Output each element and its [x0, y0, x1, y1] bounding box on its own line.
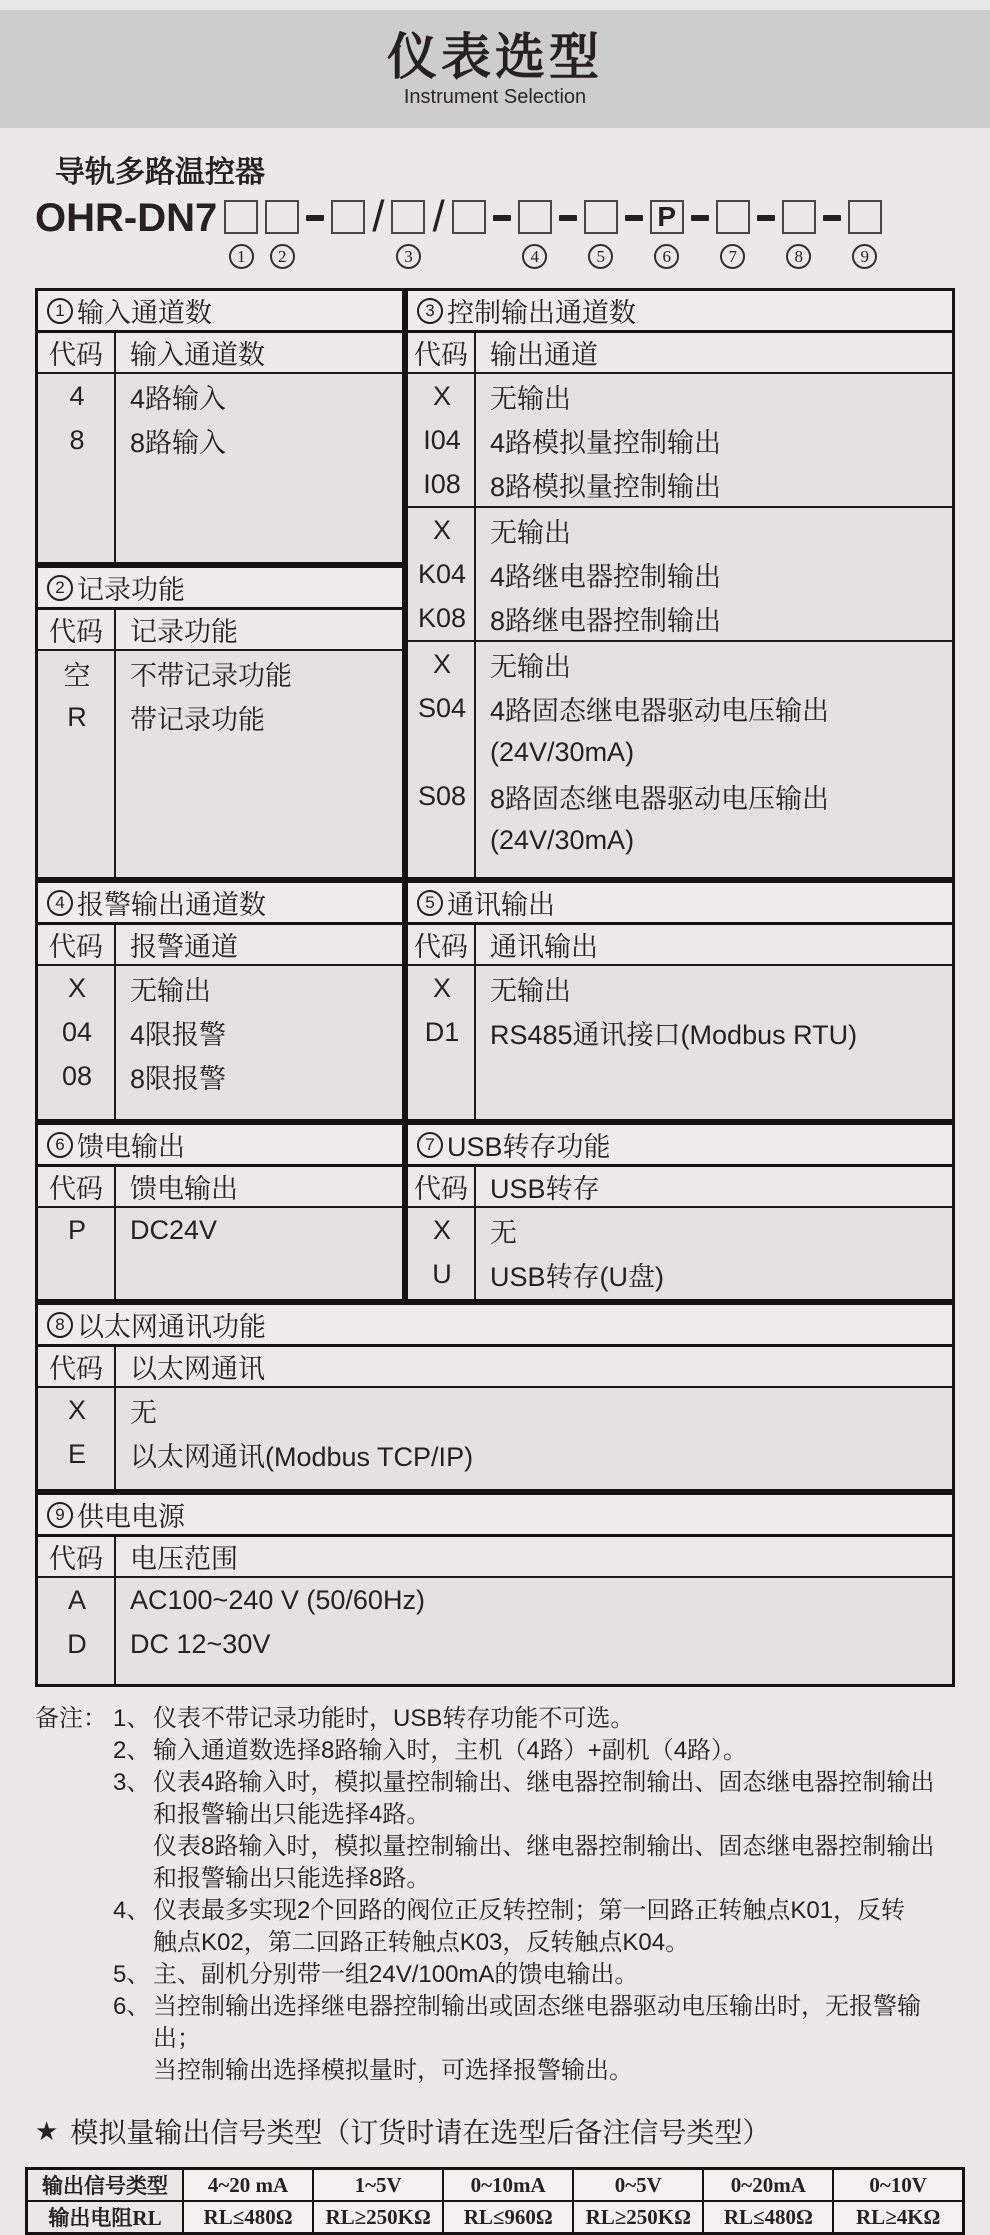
dash-separator: [559, 215, 577, 221]
desc-cell: 无输出: [490, 651, 571, 682]
section-record-function: [35, 565, 405, 880]
desc-header-cell: 通讯输出: [490, 932, 598, 962]
title-band: [0, 10, 990, 128]
desc-cell: 8路固态继电器驱动电压输出: [490, 783, 830, 814]
code-header-cell: 代码: [38, 1537, 116, 1576]
table-row: [408, 418, 952, 462]
circled-number: 7: [720, 244, 745, 269]
table-row: [38, 651, 402, 695]
value-cell: RL≥250KΩ: [573, 2201, 703, 2234]
value-cell: 0~10V: [833, 2169, 963, 2202]
desc-cell: 4路输入: [130, 383, 227, 414]
right-column: [405, 880, 955, 1122]
analog-signal-heading-text: 模拟量输出信号类型（订货时请在选型后备注信号类型）: [70, 2117, 771, 2148]
section-title-text: 以太网通讯功能: [77, 1312, 266, 1342]
table-band-4: [35, 1302, 955, 1492]
note-lines: [153, 1959, 955, 1991]
note-lines: [153, 1735, 955, 1767]
note-line: 输入通道数选择8路输入时，主机（4路）+副机（4路）。: [153, 1737, 748, 1764]
table-row: [408, 1252, 952, 1296]
table-row: [38, 1388, 952, 1432]
section-title: [38, 1495, 952, 1537]
table-body: [38, 1578, 952, 1684]
table-row: [408, 596, 952, 640]
table-header-row: [38, 1167, 402, 1208]
table-header-row: [38, 610, 402, 651]
page-subtitle: Instrument Selection: [403, 85, 587, 108]
note-line: 主、副机分别带一组24V/100mA的馈电输出。: [153, 1961, 639, 1988]
note-line: 仪表不带记录功能时，USB转存功能不可选。: [153, 1705, 635, 1732]
note-line: 触点K02，第二回路正转触点K03，反转触点K04。: [153, 1929, 690, 1956]
code-cell: I04: [423, 424, 461, 455]
signal-table-body: [27, 2169, 964, 2234]
note-item: [113, 1735, 955, 1767]
note-number: 5、: [113, 1961, 151, 1988]
note-lines: [153, 1703, 955, 1735]
note-number: 2、: [113, 1737, 151, 1764]
table-row: [38, 418, 402, 462]
note-item: [113, 1767, 955, 1895]
table-row: [38, 1578, 952, 1622]
code-header-cell: 代码: [38, 925, 116, 964]
section-communication-output: [405, 880, 955, 1122]
desc-cell: 8路模拟量控制输出: [490, 471, 722, 502]
model-code-box: [518, 200, 552, 234]
table-header-row: [408, 925, 952, 966]
model-code-box: [716, 200, 750, 234]
signal-type-row: [27, 2169, 964, 2202]
desc-cell: 4路继电器控制输出: [490, 561, 722, 592]
table-header-row: [408, 1167, 952, 1208]
notes: [35, 1703, 955, 2087]
dash-separator: [757, 215, 775, 221]
desc-cell: 4限报警: [130, 1019, 227, 1050]
row-group: [38, 1388, 952, 1476]
left-column: [35, 288, 405, 880]
table-body: [38, 966, 402, 1119]
note-item: [113, 1959, 955, 1991]
code-cell: U: [432, 1258, 452, 1289]
code-cell: X: [432, 1214, 451, 1245]
section-title-text: 供电电源: [77, 1502, 185, 1532]
section-ethernet-communication: [35, 1302, 955, 1492]
right-column: [405, 288, 955, 880]
note-line: 仪表最多实现2个回路的阀位正反转控制；第一回路正转触点K01，反转: [153, 1897, 906, 1924]
model-code-box: [224, 200, 258, 234]
note-number: 4、: [113, 1897, 151, 1924]
circled-number: 6: [47, 1132, 73, 1158]
circled-number: 4: [522, 244, 547, 269]
note-number: 1、: [113, 1705, 151, 1732]
section-title: [38, 1305, 952, 1347]
model-box-unit: [391, 200, 425, 269]
model-code-box: [331, 200, 365, 234]
section-title-text: 通讯输出: [447, 890, 555, 920]
section-title: [408, 1125, 952, 1167]
section-input-channels: [35, 288, 405, 565]
desc-cell: 无输出: [490, 975, 571, 1006]
note-lines: [153, 1991, 955, 2087]
note-lines: [153, 1895, 955, 1959]
desc-header-cell: 输入通道数: [130, 340, 265, 370]
row-label-cell: 输出信号类型: [27, 2169, 184, 2202]
desc-cell: 无输出: [490, 517, 571, 548]
model-box-unit: [452, 200, 486, 269]
value-cell: RL≥250KΩ: [313, 2201, 443, 2234]
value-cell: 4~20 mA: [183, 2169, 313, 2202]
table-body: [408, 374, 952, 877]
desc-cell: 无输出: [130, 975, 211, 1006]
page-title: 仪表选型: [387, 28, 603, 85]
section-title-text: 馈电输出: [77, 1132, 185, 1162]
model-box-unit: [265, 200, 299, 269]
note-line: 和报警输出只能选择8路。: [153, 1865, 431, 1892]
table-header-row: [38, 925, 402, 966]
desc-cell: 无输出: [490, 383, 571, 414]
code-header-cell: 代码: [38, 333, 116, 372]
notes-list: [113, 1703, 955, 2087]
desc-cell: 无: [490, 1217, 517, 1248]
table-row: [408, 774, 952, 818]
section-title: [408, 883, 952, 925]
section-title: [38, 883, 402, 925]
circled-number: 3: [396, 244, 421, 269]
desc-header-cell: 以太网通讯: [130, 1354, 265, 1384]
table-row: [38, 1054, 402, 1098]
section-title-text: 报警输出通道数: [77, 890, 266, 920]
section-feed-power-output: [35, 1122, 405, 1302]
section-alarm-output-channels: [35, 880, 405, 1122]
dash-separator: [625, 215, 643, 221]
code-header-cell: 代码: [408, 1167, 476, 1206]
note-line: 仪表8路输入时，模拟量控制输出、继电器控制输出、固态继电器控制输出: [153, 1833, 935, 1860]
table-body: [38, 374, 402, 562]
code-cell: 8: [69, 424, 85, 455]
desc-cell: 8路继电器控制输出: [490, 605, 722, 636]
circled-number: 9: [852, 244, 877, 269]
row-group: [408, 640, 952, 862]
code-cell: A: [67, 1584, 86, 1615]
circled-number: 2: [270, 244, 295, 269]
content: [0, 154, 990, 2235]
model-code-box: [584, 200, 618, 234]
table-header-row: [38, 1347, 952, 1388]
table-row: [408, 1208, 952, 1252]
star-icon: ★: [35, 2115, 59, 2146]
section-control-output-channels: [405, 288, 955, 880]
table-header-row: [38, 333, 402, 374]
section-usb-transfer: [405, 1122, 955, 1302]
model-code-box: [452, 200, 486, 234]
note-number: 6、: [113, 1993, 151, 2020]
desc-header-cell: USB转存: [490, 1174, 600, 1204]
note-item: [113, 1703, 955, 1735]
value-cell: RL≤480Ω: [183, 2201, 313, 2234]
table-row: [408, 1010, 952, 1054]
table-band-3: [35, 1122, 955, 1302]
table-row: [38, 966, 402, 1010]
desc-cell: USB转存(U盘): [490, 1261, 664, 1292]
note-line: 当控制输出选择模拟量时，可选择报警输出。: [153, 2057, 633, 2084]
row-group: [408, 374, 952, 506]
note-lines: [153, 1767, 955, 1895]
table-row: [408, 462, 952, 506]
code-cell: [408, 730, 476, 774]
analog-signal-heading: [35, 2111, 955, 2151]
desc-header-cell: 记录功能: [130, 617, 238, 647]
code-cell: X: [432, 514, 451, 545]
table-body: [38, 1208, 402, 1299]
note-line: 和报警输出只能选择4路。: [153, 1801, 431, 1828]
table-row: [408, 508, 952, 552]
note-line: 当控制输出选择继电器控制输出或固态继电器驱动电压输出时，无报警输出；: [153, 1993, 921, 2052]
model-box-unit: [716, 200, 750, 269]
row-label-cell: 输出电阻RL: [27, 2201, 184, 2234]
code-header-cell: 代码: [408, 925, 476, 964]
table-band-1: [35, 288, 955, 880]
dash-separator: [493, 215, 511, 221]
desc-header-cell: 报警通道: [130, 932, 238, 962]
table-row: [408, 686, 952, 730]
model-box-unit: [584, 200, 618, 269]
table-row: [408, 730, 952, 774]
model-prefix: OHR-DN7: [35, 196, 218, 240]
value-cell: 0~20mA: [703, 2169, 833, 2202]
top-strip: [0, 0, 990, 10]
desc-cell: DC24V: [130, 1214, 218, 1245]
value-cell: 0~10mA: [443, 2169, 573, 2202]
dash-separator: [823, 215, 841, 221]
table-body: [408, 1208, 952, 1299]
section-title: [38, 1125, 402, 1167]
code-cell: 08: [61, 1060, 93, 1091]
circled-number: 5: [588, 244, 613, 269]
code-cell: X: [432, 380, 451, 411]
circled-number: 4: [47, 890, 73, 916]
notes-label: 备注：: [35, 1705, 107, 1732]
table-row: [408, 966, 952, 1010]
code-cell: 04: [61, 1016, 93, 1047]
slash-separator: /: [372, 192, 385, 241]
table-band-2: [35, 880, 955, 1122]
code-cell: X: [67, 972, 86, 1003]
code-cell: D1: [424, 1016, 460, 1047]
code-cell: K04: [417, 558, 467, 589]
section-title: [38, 291, 402, 333]
desc-cell: 8限报警: [130, 1063, 227, 1094]
model-box-unit: [848, 200, 882, 269]
desc-cell: 无: [130, 1397, 157, 1428]
code-cell: 4: [69, 380, 85, 411]
code-cell: R: [67, 701, 87, 732]
code-cell: K08: [417, 602, 467, 633]
note-number: 3、: [113, 1769, 151, 1796]
code-cell: X: [432, 648, 451, 679]
model-code-box: P: [650, 200, 684, 234]
model-box-unit: [650, 200, 684, 269]
slash-separator: /: [432, 192, 445, 241]
section-title-text: 记录功能: [77, 575, 185, 605]
circled-number: 2: [47, 575, 73, 601]
value-cell: 0~5V: [573, 2169, 703, 2202]
value-cell: RL≤480Ω: [703, 2201, 833, 2234]
table-header-row: [408, 333, 952, 374]
load-resistance-row: [27, 2201, 964, 2234]
code-cell: S08: [417, 780, 467, 811]
table-row: [38, 1622, 952, 1666]
circled-number: 5: [417, 890, 443, 916]
desc-cell: (24V/30mA): [490, 736, 635, 767]
desc-cell: 以太网通讯(Modbus TCP/IP): [130, 1441, 474, 1472]
circled-number: 9: [47, 1502, 73, 1528]
value-cell: 1~5V: [313, 2169, 443, 2202]
note-item: [113, 1991, 955, 2087]
model-box-unit: [224, 200, 258, 269]
table-row: [408, 374, 952, 418]
table-body: [408, 966, 952, 1119]
dash-separator: [306, 215, 324, 221]
circled-number: 7: [417, 1132, 443, 1158]
section-title: [38, 568, 402, 610]
value-cell: RL≤960Ω: [443, 2201, 573, 2234]
row-group: [38, 651, 402, 739]
table-row: [38, 374, 402, 418]
model-code-box: [391, 200, 425, 234]
desc-cell: 4路模拟量控制输出: [490, 427, 722, 458]
code-cell: I08: [423, 468, 461, 499]
table-body: [38, 651, 402, 877]
model-box-unit: [331, 200, 365, 269]
section-title-text: USB转存功能: [447, 1132, 611, 1162]
code-header-cell: 代码: [38, 1347, 116, 1386]
code-cell: E: [67, 1438, 86, 1469]
table-row: [38, 1208, 402, 1252]
desc-header-cell: 电压范围: [130, 1544, 238, 1574]
desc-header-cell: 馈电输出: [130, 1174, 238, 1204]
row-group: [408, 966, 952, 1054]
note-line: 仪表4路输入时，模拟量控制输出、继电器控制输出、固态继电器控制输出: [153, 1769, 935, 1796]
circled-number: 1: [229, 244, 254, 269]
code-header-cell: 代码: [408, 333, 476, 372]
code-cell: X: [67, 1394, 86, 1425]
table-row: [408, 642, 952, 686]
code-cell: D: [67, 1628, 87, 1659]
desc-cell: RS485通讯接口(Modbus RTU): [490, 1019, 858, 1050]
desc-cell: 带记录功能: [130, 704, 265, 735]
left-column: [35, 880, 405, 1122]
table-body: [38, 1388, 952, 1489]
code-header-cell: 代码: [38, 1167, 116, 1206]
desc-cell: 4路固态继电器驱动电压输出: [490, 695, 830, 726]
table-header-row: [38, 1537, 952, 1578]
desc-cell: 不带记录功能: [130, 660, 292, 691]
table-row: [38, 1432, 952, 1476]
value-cell: RL≥4KΩ: [833, 2201, 963, 2234]
table-row: [408, 818, 952, 862]
product-name: 导轨多路温控器: [55, 156, 265, 189]
circled-number: 3: [417, 298, 443, 324]
table-band-5: [35, 1492, 955, 1687]
model-code-box: [848, 200, 882, 234]
table-row: [408, 552, 952, 596]
code-cell: 空: [63, 660, 91, 691]
row-group: [38, 374, 402, 462]
table-row: [38, 695, 402, 739]
code-cell: [408, 818, 476, 862]
model-code-box: [265, 200, 299, 234]
desc-header-cell: 输出通道: [490, 340, 598, 370]
section-title-text: 控制输出通道数: [447, 298, 636, 328]
section-title-text: 输入通道数: [77, 298, 212, 328]
code-cell: X: [432, 972, 451, 1003]
selection-tables: [35, 288, 955, 1687]
model-box-unit: [782, 200, 816, 269]
model-box-unit: [518, 200, 552, 269]
section-power-supply: [35, 1492, 955, 1687]
table-row: [38, 1010, 402, 1054]
row-group: [38, 1578, 952, 1666]
circled-number: 8: [47, 1312, 73, 1338]
model-code-box: [782, 200, 816, 234]
right-column: [405, 1122, 955, 1302]
row-group: [408, 506, 952, 640]
model-code: [35, 192, 955, 278]
code-header-cell: 代码: [38, 610, 116, 649]
section-title: [408, 291, 952, 333]
code-cell: S04: [417, 692, 467, 723]
desc-cell: (24V/30mA): [490, 824, 635, 855]
note-item: [113, 1895, 955, 1959]
row-group: [408, 1208, 952, 1296]
signal-table: [25, 2167, 965, 2235]
circled-number: 6: [654, 244, 679, 269]
row-group: [38, 1208, 402, 1252]
desc-cell: AC100~240 V (50/60Hz): [130, 1584, 425, 1615]
left-column: [35, 1122, 405, 1302]
desc-cell: DC 12~30V: [130, 1628, 271, 1659]
code-cell: P: [67, 1214, 86, 1245]
row-group: [38, 966, 402, 1098]
desc-cell: 8路输入: [130, 427, 227, 458]
circled-number: 8: [786, 244, 811, 269]
dash-separator: [691, 215, 709, 221]
circled-number: 1: [47, 298, 73, 324]
